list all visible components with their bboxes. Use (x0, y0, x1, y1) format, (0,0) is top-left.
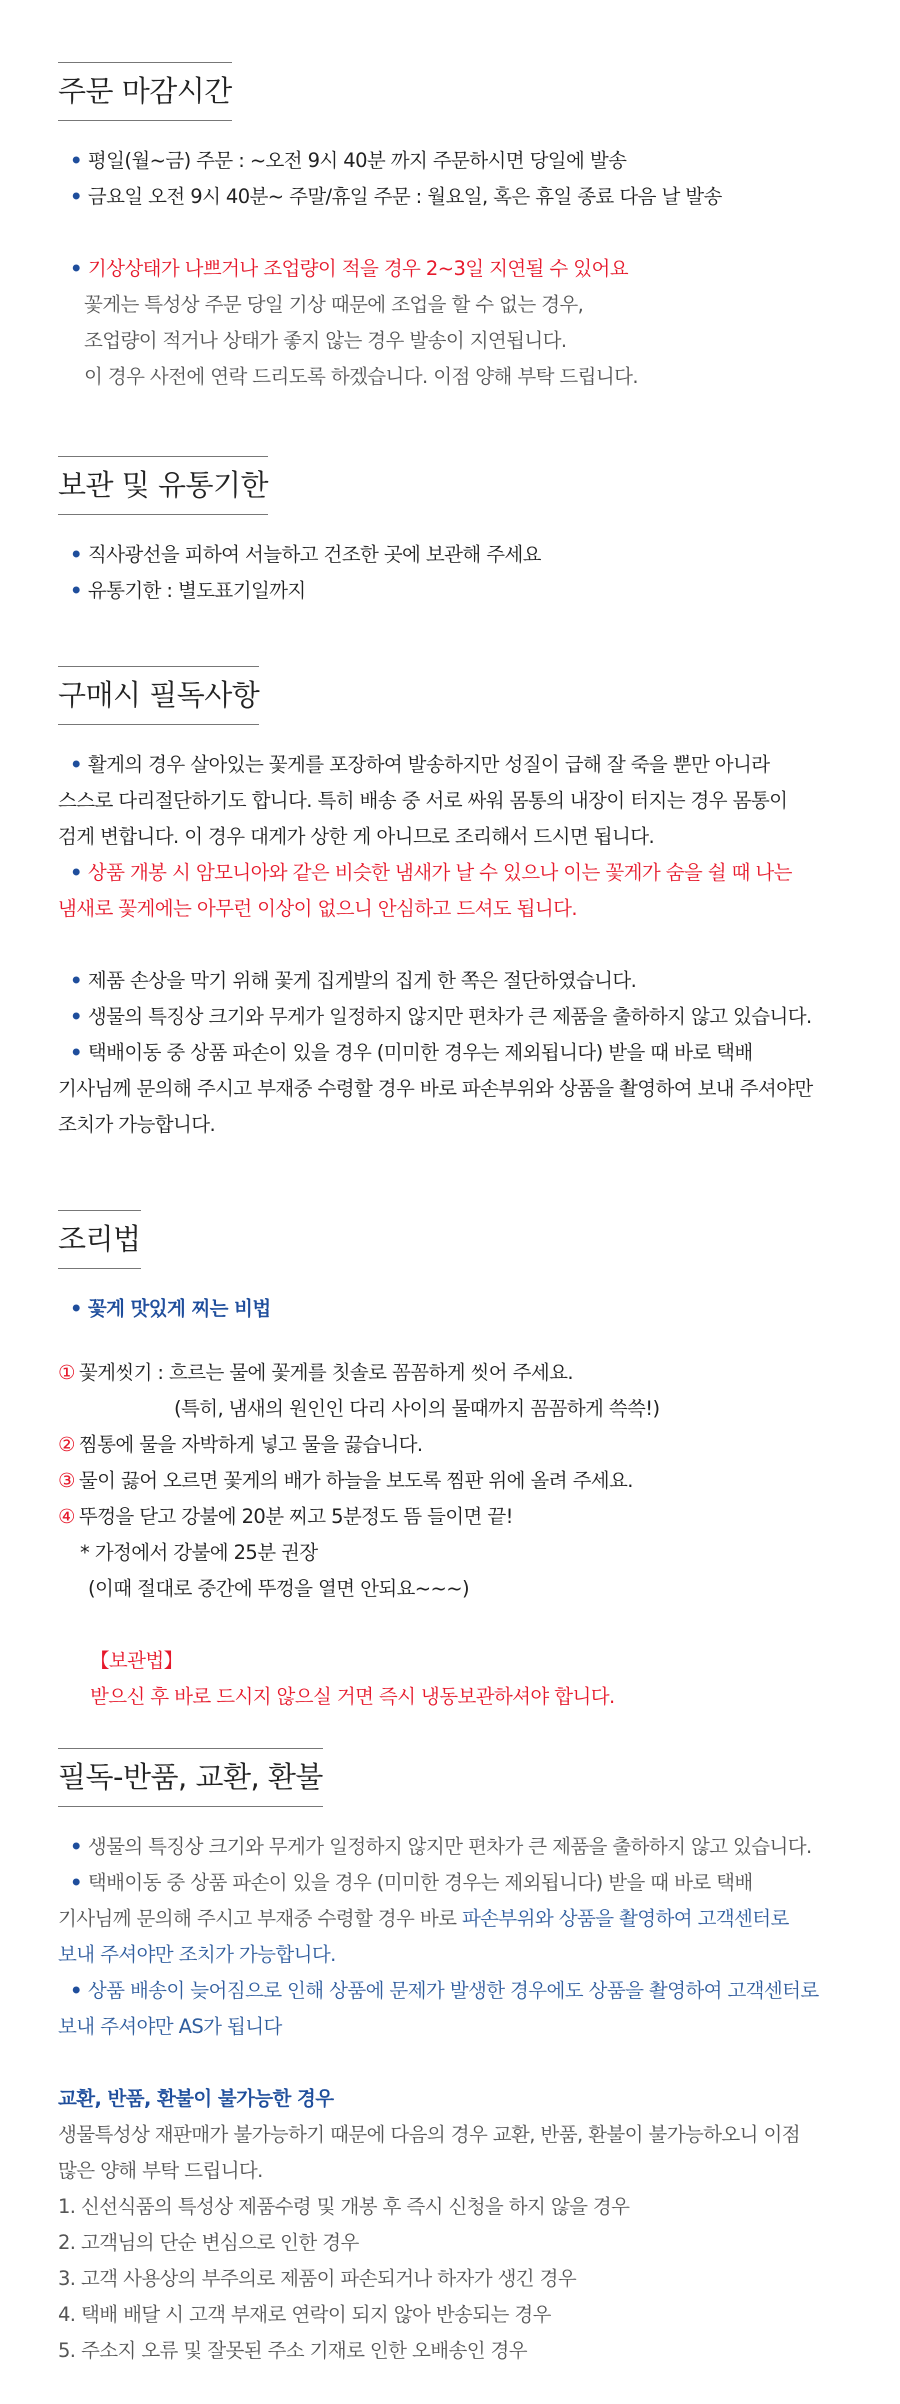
non-returnable-intro-1: 생물특성상 재판매가 불가능하기 때문에 다음의 경우 교환, 반품, 환불이 불가능하오니 이점 (58, 2123, 800, 2146)
return-policy-section (58, 1748, 878, 2369)
non-returnable-title: 교환, 반품, 환불이 불가능한 경우 (58, 2087, 334, 2110)
non-returnable-item-5: 5. 주소지 오류 및 잘못된 주소 기재로 인한 오배송인 경우 (58, 2339, 528, 2362)
smell-notice-2: 냄새로 꽃게에는 아무런 이상이 없으니 안심하고 드셔도 됩니다. (58, 897, 577, 920)
recipe-tip: * 가정에서 강불에 25분 권장 (80, 1541, 318, 1564)
storage-method-title: 【보관법】 (90, 1649, 183, 1672)
delay-detail-1: 꽃게는 특성상 주문 당일 기상 때문에 조업을 할 수 없는 경우, (84, 293, 584, 316)
recipe-subtitle: • 꽃게 맛있게 찌는 비법 (58, 1291, 878, 1327)
return-damage-notice-1: • 택배이동 중 상품 파손이 있을 경우 (미미한 경우는 제외됩니다) 받을 때 바로 택배 (58, 1865, 878, 1901)
step-number-1: ① (58, 1361, 75, 1384)
return-damage-notice-2: 기사님께 문의해 주시고 부재중 수령할 경우 바로 파손부위와 상품을 촬영하여 고객센터로 (58, 1907, 789, 1930)
damage-notice-2: 기사님께 문의해 주시고 부재중 수령할 경우 바로 파손부위와 상품을 촬영하여 보내 주셔야만 (58, 1077, 813, 1100)
expiry-text: • 유통기한 : 별도표기일까지 (58, 573, 878, 609)
live-crab-notice-3: 검게 변합니다. 이 경우 대게가 상한 게 아니므로 조리해서 드시면 됩니다. (58, 825, 655, 848)
step-number-3: ③ (58, 1469, 75, 1492)
delay-detail-3: 이 경우 사전에 연락 드리도록 하겠습니다. 이점 양해 부탁 드립니다. (84, 365, 638, 388)
return-damage-notice-3: 보내 주셔야만 조치가 가능합니다. (58, 1943, 336, 1966)
non-returnable-intro-2: 많은 양해 부탁 드립니다. (58, 2159, 263, 2182)
smell-notice-1: • 상품 개봉 시 암모니아와 같은 비슷한 냄새가 날 수 있으나 이는 꽃게가 숨을 쉴 때 나는 (58, 855, 878, 891)
weekday-order-text: • 평일(월~금) 주문 : ~오전 9시 40분 까지 주문하시면 당일에 발송 (58, 143, 878, 179)
step-number-2: ② (58, 1433, 75, 1456)
section-title-order-deadline: 주문 마감시간 (58, 62, 232, 121)
late-delivery-notice-1: • 상품 배송이 늦어짐으로 인해 상품에 문제가 발생한 경우에도 상품을 촬영하여 고객센터로 (58, 1973, 878, 2009)
delay-detail-2: 조업량이 적거나 상태가 좋지 않는 경우 발송이 지연됩니다. (84, 329, 567, 352)
recipe-step-2: ② 찜통에 물을 자박하게 넣고 물을 끓습니다. (58, 1433, 423, 1456)
section-title-storage: 보관 및 유통기한 (58, 456, 268, 515)
section-title-purchase-notice: 구매시 필독사항 (58, 666, 259, 725)
friday-order-text: • 금요일 오전 9시 40분~ 주말/휴일 주문 : 월요일, 혹은 휴일 종료 다음 날 발송 (58, 179, 878, 215)
purchase-notice-section (58, 666, 878, 1143)
recipe-warning: (이때 절대로 중간에 뚜껑을 열면 안되요~~~) (88, 1577, 470, 1600)
non-returnable-item-2: 2. 고객님의 단순 변심으로 인한 경우 (58, 2231, 359, 2254)
claw-cut-notice: • 제품 손상을 막기 위해 꽃게 집게발의 집게 한 쪽은 절단하였습니다. (58, 963, 878, 999)
step-number-4: ④ (58, 1505, 75, 1528)
return-size-notice: • 생물의 특징상 크기와 무게가 일정하지 않지만 편차가 큰 제품을 출하하지 않고 있습니다. (58, 1829, 878, 1865)
storage-text: • 직사광선을 피하여 서늘하고 건조한 곳에 보관해 주세요 (58, 537, 878, 573)
order-deadline-section (58, 62, 878, 395)
section-title-return-policy: 필독-반품, 교환, 환불 (58, 1748, 323, 1807)
size-variance-notice: • 생물의 특징상 크기와 무게가 일정하지 않지만 편차가 큰 제품을 출하하지 않고 있습니다. (58, 999, 878, 1035)
late-delivery-notice-2: 보내 주셔야만 AS가 됩니다 (58, 2015, 282, 2038)
damage-notice-1: • 택배이동 중 상품 파손이 있을 경우 (미미한 경우는 제외됩니다) 받을 때 바로 택배 (58, 1035, 878, 1071)
non-returnable-item-4: 4. 택배 배달 시 고객 부재로 연락이 되지 않아 반송되는 경우 (58, 2303, 551, 2326)
storage-method-text: 받으신 후 바로 드시지 않으실 거면 즉시 냉동보관하셔야 합니다. (90, 1685, 615, 1708)
recipe-section (58, 1210, 878, 1715)
recipe-step-1: ① 꽃게씻기 : 흐르는 물에 꽃게를 칫솔로 꼼꼼하게 씻어 주세요. (58, 1361, 573, 1384)
live-crab-notice-2: 스스로 다리절단하기도 합니다. 특히 배송 중 서로 싸워 몸통의 내장이 터지는 경우 몸통이 (58, 789, 788, 812)
recipe-step-1-note: (특히, 냄새의 원인인 다리 사이의 물때까지 꼼꼼하게 쓱쓱!) (174, 1397, 660, 1420)
live-crab-notice-1: • 활게의 경우 살아있는 꽃게를 포장하여 발송하지만 성질이 급해 잘 죽을 뿐만 아니라 (58, 747, 878, 783)
damage-notice-3: 조치가 가능합니다. (58, 1113, 216, 1136)
non-returnable-item-1: 1. 신선식품의 특성상 제품수령 및 개봉 후 즉시 신청을 하지 않을 경우 (58, 2195, 630, 2218)
delay-warning-text: • 기상상태가 나쁘거나 조업량이 적을 경우 2~3일 지연될 수 있어요 (58, 251, 878, 287)
section-title-recipe: 조리법 (58, 1210, 141, 1269)
storage-section (58, 456, 878, 609)
return-damage-highlight: 파손부위와 상품을 촬영하여 고객센터로 (461, 1907, 789, 1930)
recipe-step-4: ④ 뚜껑을 닫고 강불에 20분 찌고 5분정도 뜸 들이면 끝! (58, 1505, 513, 1528)
non-returnable-item-3: 3. 고객 사용상의 부주의로 제품이 파손되거나 하자가 생긴 경우 (58, 2267, 577, 2290)
recipe-step-3: ③ 물이 끓어 오르면 꽃게의 배가 하늘을 보도록 찜판 위에 올려 주세요. (58, 1469, 633, 1492)
